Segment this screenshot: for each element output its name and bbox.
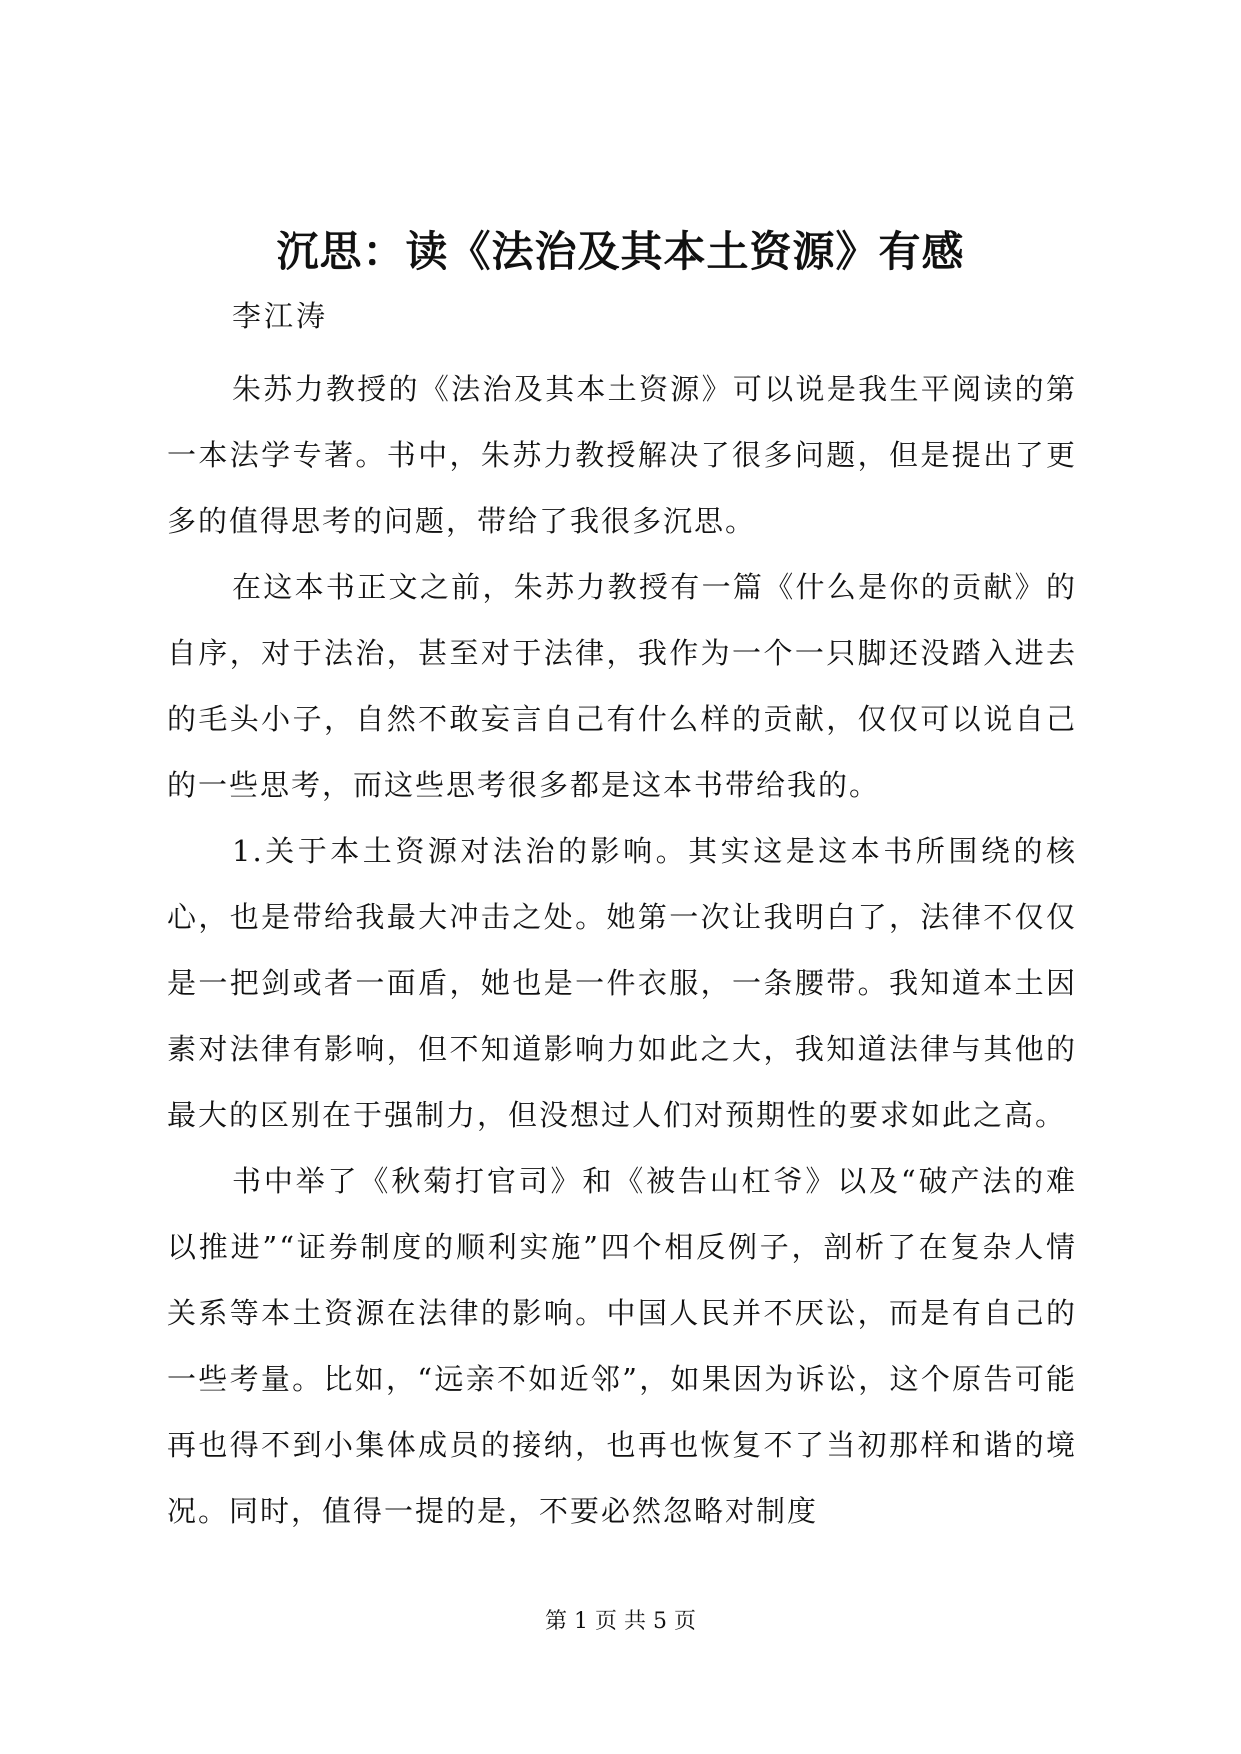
page-number-footer: 第 1 页 共 5 页 (545, 1609, 696, 1634)
paragraph: 书中举了《秋菊打官司》和《被告山杠爷》以及“破产法的难以推进”“证券制度的顺利实施”四个相反例子，剖析了在复杂人情关系等本土资源在法律的影响。中国人民并不厌讼，而是有自己的一些考量。比如，“远亲不如近邻”，如果因为诉讼，这个原告可能再也得不到小集体成员的接纳，也再也恢复不了当初那样和谐的境况。同时，值得一提的是，不要必然忽略对制度 (167, 1164, 1077, 1528)
paragraph: 在这本书正文之前，朱苏力教授有一篇《什么是你的贡献》的自序，对于法治，甚至对于法律，我作为一个一只脚还没踏入进去的毛头小子，自然不敢妄言自己有什么样的贡献，仅仅可以说自己的一些思考，而这些思考很多都是这本书带给我的。 (167, 570, 1077, 802)
document-body (167, 356, 1077, 1544)
document-title: 沉思：读《法治及其本土资源》有感 (276, 227, 965, 276)
paragraph: 1.关于本土资源对法治的影响。其实这是这本书所围绕的核心，也是带给我最大冲击之处。她第一次让我明白了，法律不仅仅是一把剑或者一面盾，她也是一件衣服，一条腰带。我知道本土因素对法律有影响，但不知道影响力如此之大，我知道法律与其他的最大的区别在于强制力，但没想过人们对预期性的要求如此之高。 (167, 834, 1077, 1132)
paragraph: 朱苏力教授的《法治及其本土资源》可以说是我生平阅读的第一本法学专著。书中，朱苏力教授解决了很多问题，但是提出了更多的值得思考的问题，带给了我很多沉思。 (167, 372, 1077, 538)
author-name: 李江涛 (232, 299, 329, 333)
